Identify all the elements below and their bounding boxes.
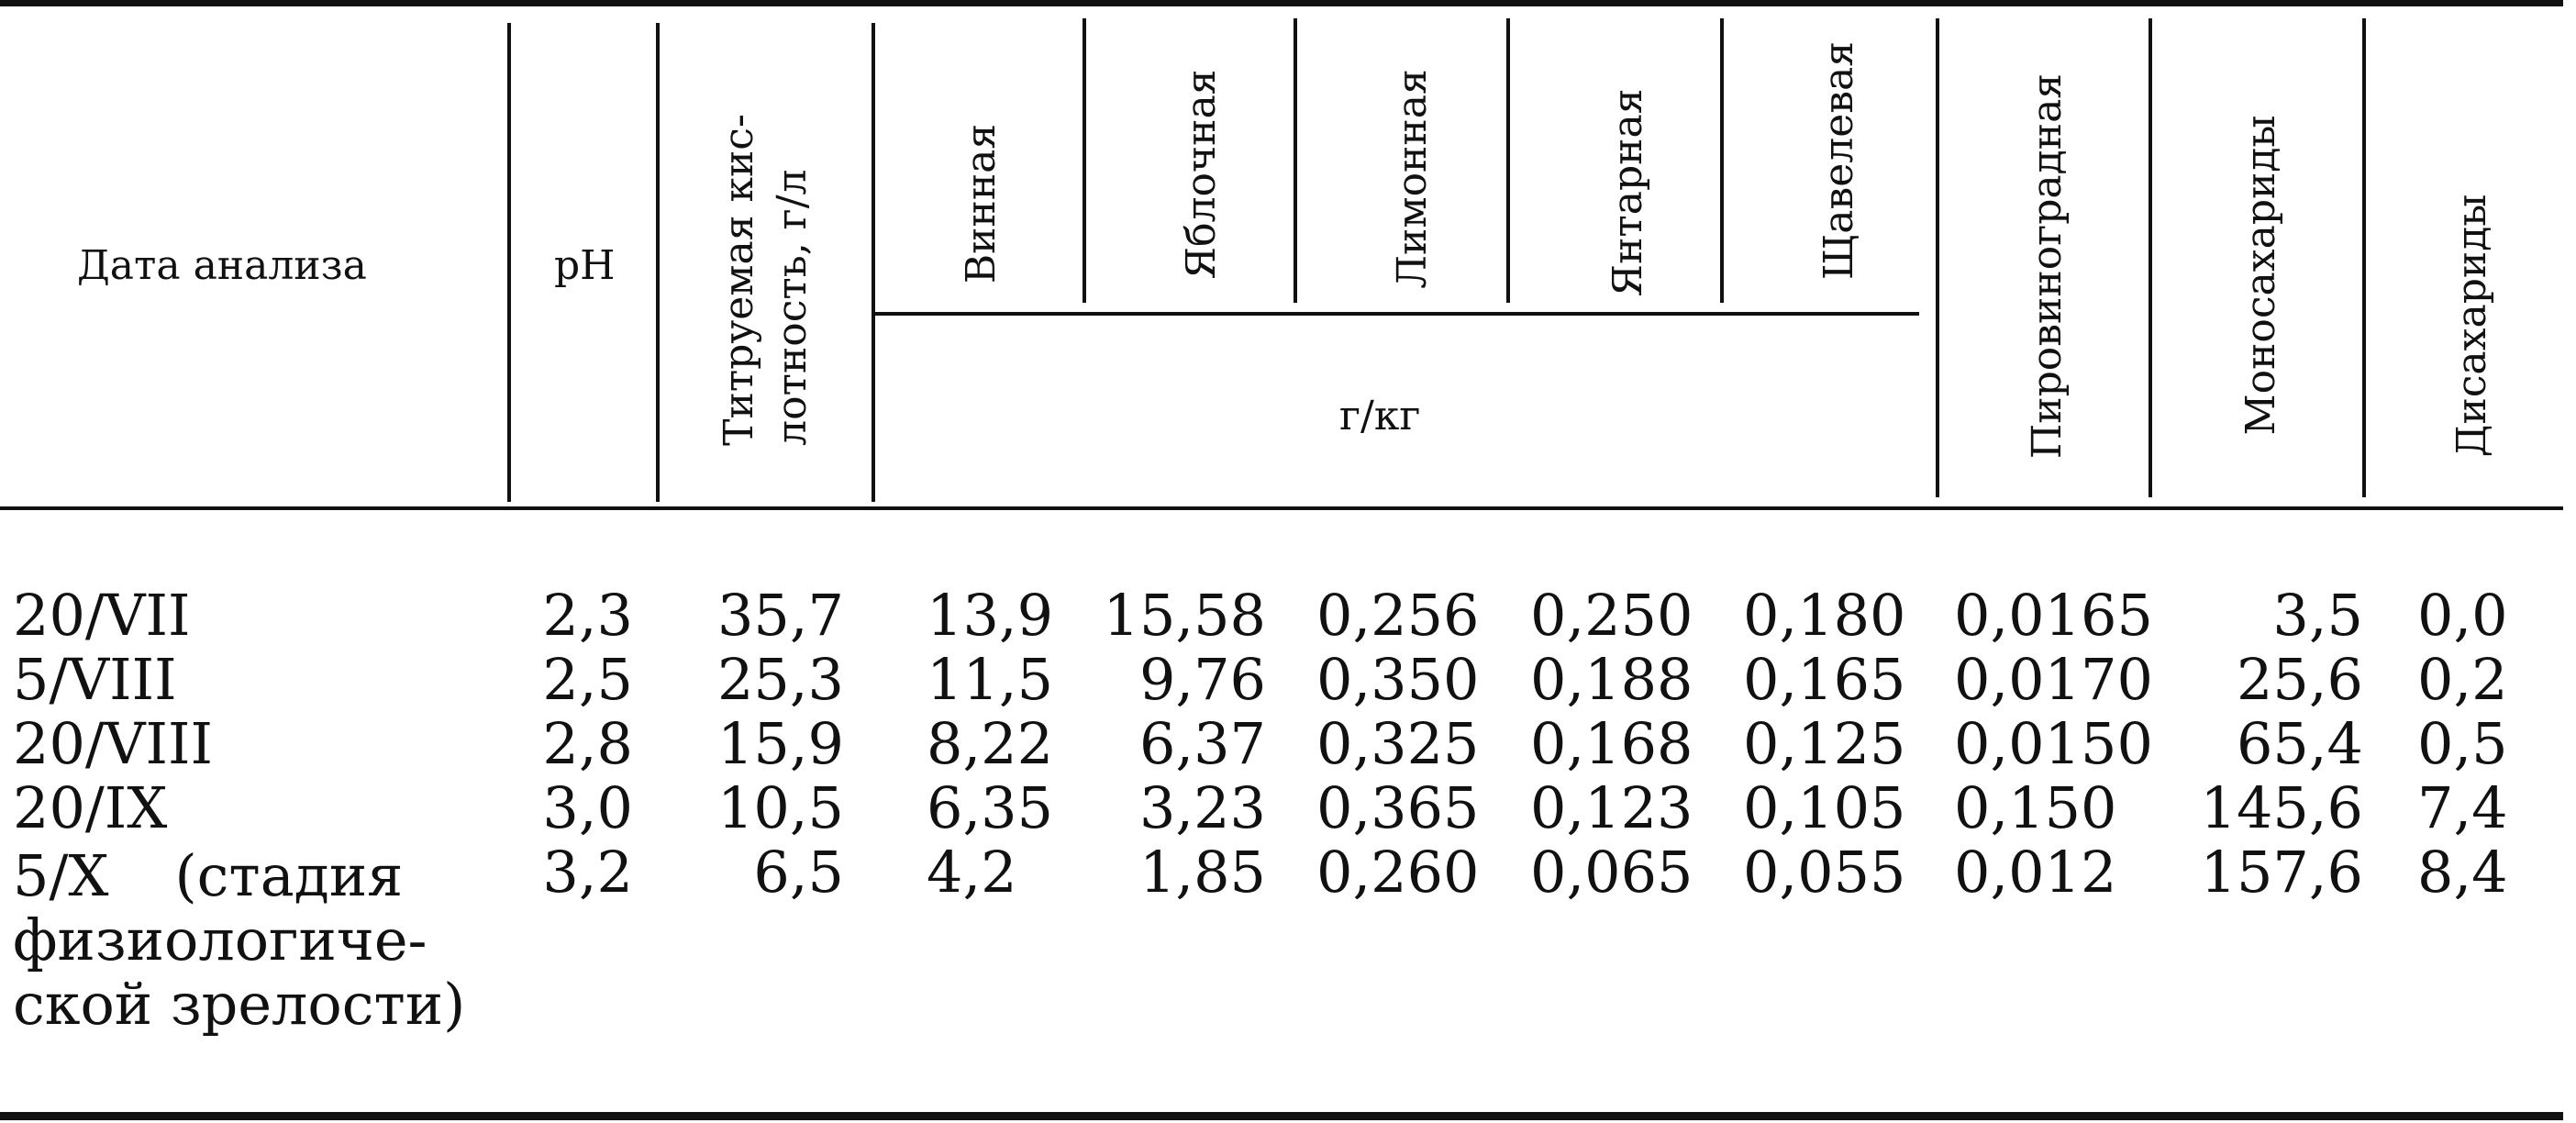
- cell-oxalic: 0,055: [1743, 839, 1906, 906]
- cell-pyruvic: 0,0170: [1954, 646, 2153, 713]
- cell-di: 0,0: [2417, 582, 2508, 649]
- date-line: физиологиче-: [13, 906, 427, 973]
- cell-ph: 3,2: [542, 839, 633, 906]
- cell-oxalic: 0,125: [1743, 710, 1906, 777]
- cell-succinic: 0,168: [1530, 710, 1693, 777]
- date-line: 5/X (стадия: [13, 842, 404, 909]
- cell-succinic: 0,250: [1530, 582, 1693, 649]
- column-divider: [872, 23, 875, 502]
- header-bottom-rule: [0, 506, 2563, 510]
- cell-di: 7,4: [2417, 774, 2508, 841]
- cell-ph: 3,0: [542, 774, 633, 841]
- cell-oxalic: 0,180: [1743, 582, 1906, 649]
- cell-acidity: 6,5: [753, 839, 844, 906]
- cell-malic: 15,58: [1103, 582, 1266, 649]
- cell-succinic: 0,123: [1530, 774, 1693, 841]
- cell-di: 0,2: [2417, 646, 2508, 713]
- cell-tartaric: 8,22: [927, 710, 1054, 777]
- header-succinic: Янтарная: [1604, 88, 1651, 297]
- cell-acidity: 10,5: [716, 774, 844, 841]
- column-divider: [2149, 18, 2152, 497]
- cell-citric: 0,365: [1316, 774, 1480, 841]
- cell-oxalic: 0,105: [1743, 774, 1906, 841]
- cell-citric: 0,260: [1316, 839, 1480, 906]
- unit-group-rule: [873, 312, 1919, 316]
- header-malic: Яблочная: [1178, 69, 1225, 280]
- cell-mono: 3,5: [2272, 582, 2363, 649]
- cell-acidity: 25,3: [716, 646, 844, 713]
- header-ph: pH: [554, 242, 616, 289]
- date-line: ской зрелости): [13, 971, 466, 1038]
- column-divider: [1294, 18, 1297, 303]
- cell-pyruvic: 0,012: [1954, 839, 2117, 906]
- header-monosaccharides: Моносахариды: [2237, 115, 2284, 436]
- cell-pyruvic: 0,150: [1954, 774, 2117, 841]
- cell-citric: 0,256: [1316, 582, 1480, 649]
- header-disaccharides: Дисахариды: [2448, 194, 2495, 458]
- cell-pyruvic: 0,0165: [1954, 582, 2153, 649]
- header-citric: Лимонная: [1389, 69, 1436, 289]
- header-titratable-acidity: Титруемая кис- лотность, г/л: [716, 114, 816, 446]
- cell-mono: 25,6: [2236, 646, 2363, 713]
- cell-tartaric: 11,5: [927, 646, 1054, 713]
- column-divider: [2362, 18, 2366, 497]
- cell-malic: 9,76: [1138, 646, 1266, 713]
- cell-date: 20/VIII: [13, 710, 214, 777]
- cell-date: 20/VII: [13, 582, 191, 649]
- cell-succinic: 0,188: [1530, 646, 1693, 713]
- cell-succinic: 0,065: [1530, 839, 1693, 906]
- cell-tartaric: 13,9: [927, 582, 1054, 649]
- cell-di: 0,5: [2417, 710, 2508, 777]
- cell-malic: 1,85: [1138, 839, 1266, 906]
- cell-mono: 145,6: [2200, 774, 2363, 841]
- cell-ph: 2,3: [542, 582, 633, 649]
- header-unit-gkg: г/кг: [1339, 393, 1421, 439]
- cell-citric: 0,325: [1316, 710, 1480, 777]
- header-tartaric: Винная: [958, 123, 1005, 284]
- cell-citric: 0,350: [1316, 646, 1480, 713]
- column-divider: [1720, 18, 1724, 303]
- column-divider: [507, 23, 511, 502]
- column-divider: [1936, 18, 1939, 497]
- cell-pyruvic: 0,0150: [1954, 710, 2153, 777]
- cell-oxalic: 0,165: [1743, 646, 1906, 713]
- column-divider: [1506, 18, 1510, 303]
- column-divider: [1083, 18, 1086, 303]
- cell-acidity: 15,9: [716, 710, 844, 777]
- cell-ph: 2,5: [542, 646, 633, 713]
- cell-acidity: 35,7: [716, 582, 844, 649]
- cell-date: 20/IX: [13, 774, 168, 841]
- header-oxalic: Щавелевая: [1815, 40, 1862, 281]
- header-pyruvic: Пировиноградная: [2024, 72, 2071, 460]
- cell-date: 5/VIII: [13, 646, 177, 713]
- cell-ph: 2,8: [542, 710, 633, 777]
- cell-mono: 157,6: [2200, 839, 2363, 906]
- cell-date: [13, 844, 465, 1037]
- cell-tartaric: 6,35: [927, 774, 1054, 841]
- cell-mono: 65,4: [2236, 710, 2363, 777]
- cell-malic: 6,37: [1138, 710, 1266, 777]
- header-date: Дата анализа: [77, 242, 367, 289]
- column-divider: [656, 23, 660, 502]
- cell-di: 8,4: [2417, 839, 2508, 906]
- cell-malic: 3,23: [1138, 774, 1266, 841]
- bottom-rule: [0, 1112, 2563, 1120]
- top-rule: [0, 0, 2563, 6]
- cell-tartaric: 4,2: [927, 839, 1017, 906]
